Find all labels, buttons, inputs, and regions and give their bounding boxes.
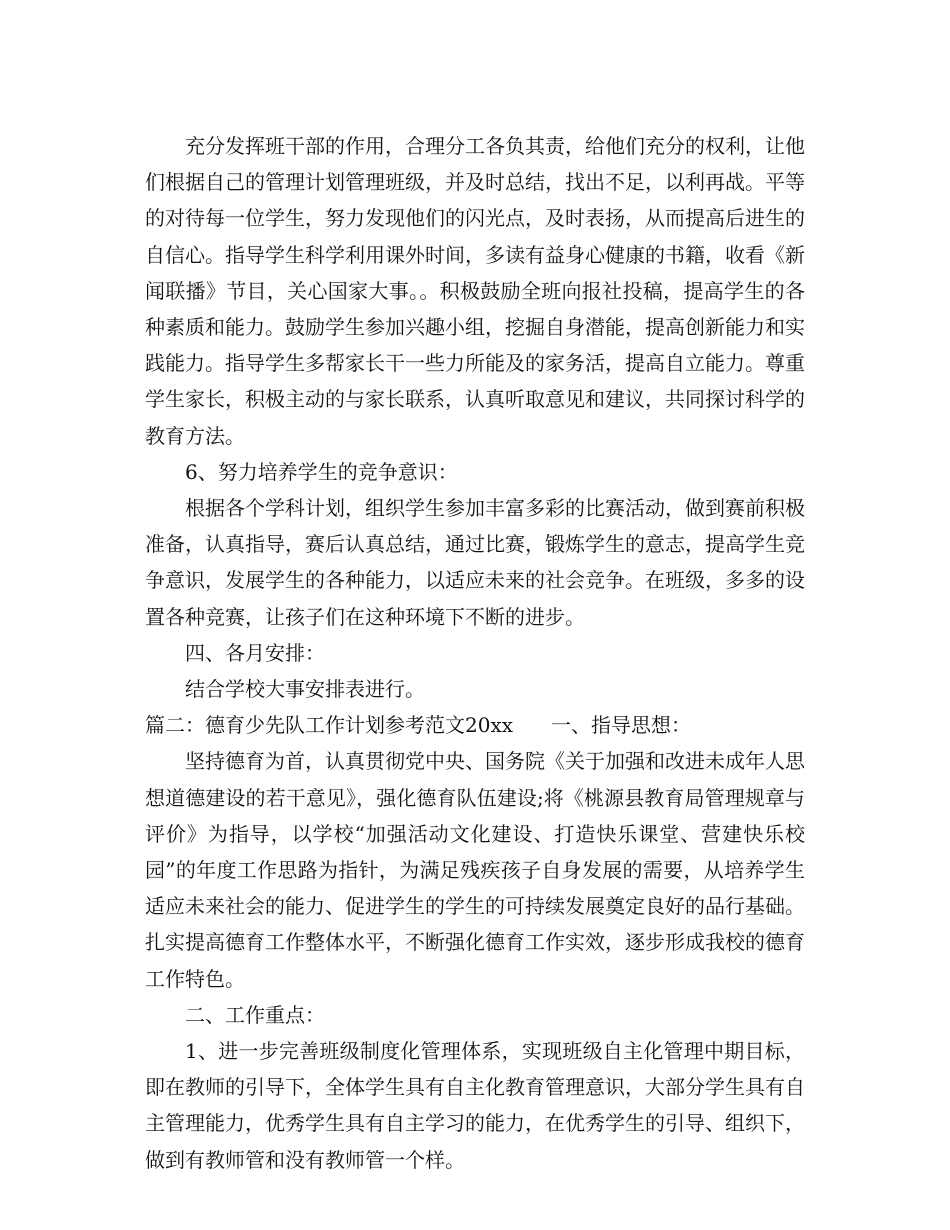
paragraph-class-management: 1、进一步完善班级制度化管理体系，实现班级自主化管理中期目标，即在教师的引导下，全体学生具有自主化教育管理意识，大部分学生具有自主管理能力，优秀学生具有自主学习的能力，在优秀学生的引导、组织下，做到有教师管和没有教师管一个样。: [145, 1039, 805, 1172]
paragraph-competition: 根据各个学科计划，组织学生参加丰富多彩的比赛活动，做到赛前积极准备，认真指导，赛后认真总结，通过比赛，锻炼学生的意志，提高学生竞争意识，发展学生的各种能力，以适应未来的社会竞争。在班级，多多的设置各种竞赛，让孩子们在这种环境下不断的进步。: [145, 496, 805, 629]
paragraph-monthly-arrangement: 结合学校大事安排表进行。: [185, 677, 425, 702]
heading-work-focus: 二、工作重点：: [185, 1002, 325, 1027]
article-title: 篇二：德育少先队工作计划参考范文20xx: [145, 713, 514, 738]
heading-monthly-arrangement: 四、各月安排：: [185, 640, 325, 665]
paragraph-guiding-ideology: 坚持德育为首，认真贯彻党中央、国务院《关于加强和改进未成年人思想道德建设的若干意见》，强化德育队伍建设;将《桃源县教育局管理规章与评价》为指导，以学校“加强活动文化建设、打造快乐课堂、营建快乐校园”的年度工作思路为指针，为满足残疾孩子自身发展的需要，从培养学生适应未来社会的能力、促进学生的学生的可持续发展奠定良好的品行基础。扎实提高德育工作整体水平，不断强化德育工作实效，逐步形成我校的德育工作特色。: [145, 749, 805, 991]
heading-guiding-ideology: 一、指导思想：: [551, 713, 692, 738]
heading-competition-awareness: 6、努力培养学生的竞争意识：: [185, 459, 458, 484]
document-body: [145, 128, 805, 1178]
paragraph-class-cadres: 充分发挥班干部的作用，合理分工各负其责，给他们充分的权利，让他们根据自己的管理计划管理班级，并及时总结，找出不足，以利再战。平等的对待每一位学生，努力发现他们的闪光点，及时表扬，从而提高后进生的自信心。指导学生科学利用课外时间，多读有益身心健康的书籍，收看《新闻联播》节目，关心国家大事。。积极鼓励全班向报社投稿，提高学生的各种素质和能力。鼓励学生参加兴趣小组，挖掘自身潜能，提高创新能力和实践能力。指导学生多帮家长干一些力所能及的家务活，提高自立能力。尊重学生家长，积极主动的与家长联系，认真听取意见和建议，共同探讨科学的教育方法。: [145, 134, 805, 448]
article-title-line: [145, 707, 805, 743]
